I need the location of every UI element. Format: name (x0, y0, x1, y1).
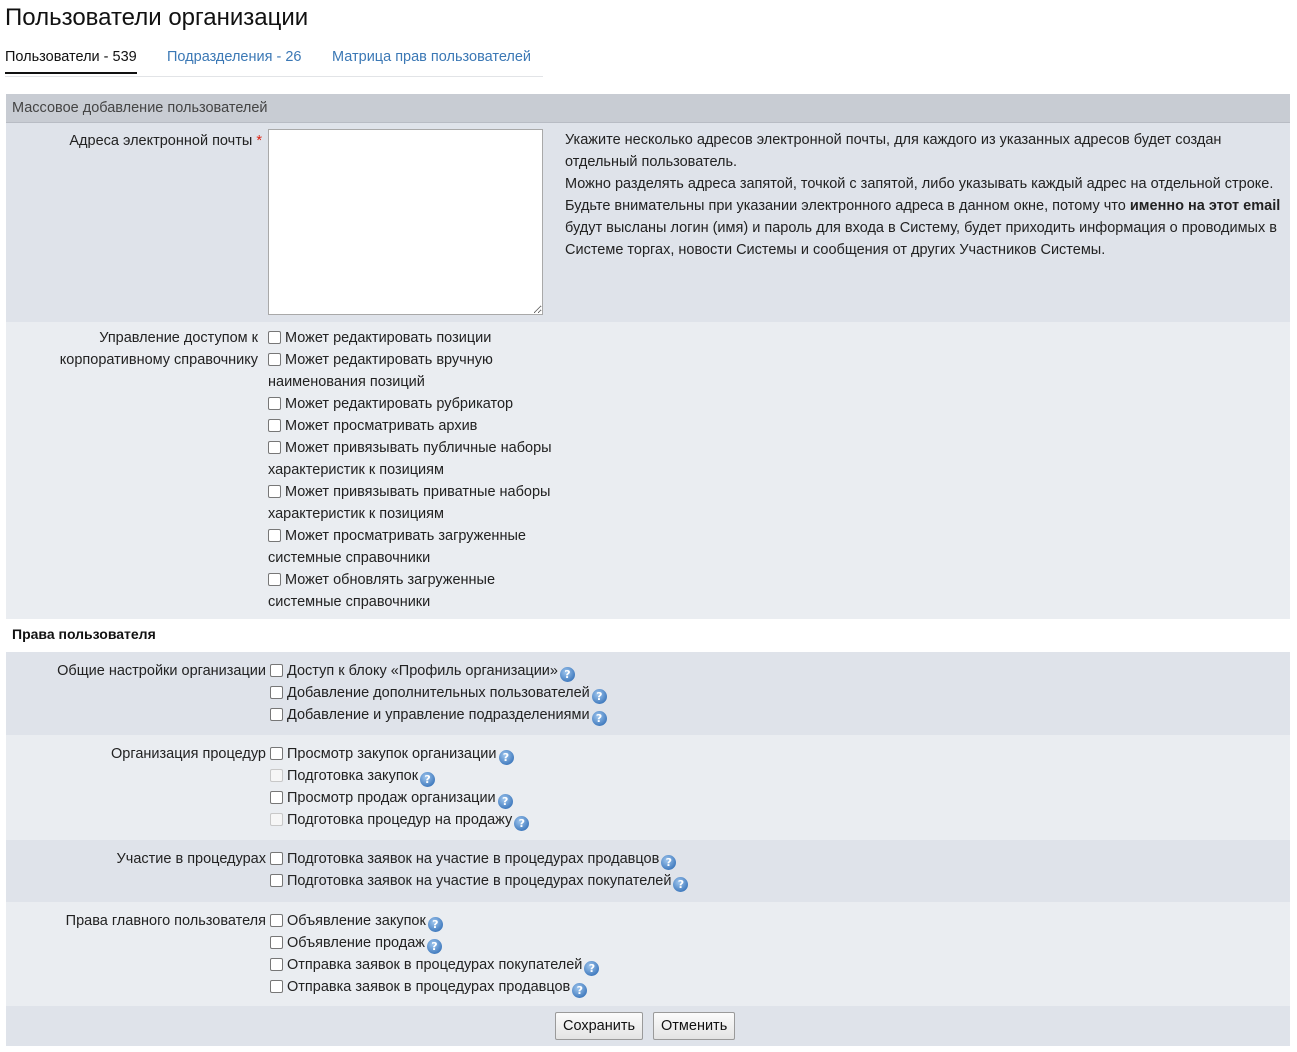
access-option[interactable] (268, 437, 558, 481)
question-circle-icon[interactable]: ? (572, 983, 587, 998)
rights-option-label: Подготовка заявок на участие в процедурах покупателей (287, 873, 672, 889)
access-row (6, 322, 1290, 619)
bulk-add-header: Массовое добавление пользователей (6, 94, 1290, 123)
access-option[interactable] (268, 481, 558, 525)
group-options-participation (270, 848, 688, 892)
rights-group-procedures (6, 735, 1290, 840)
question-circle-icon[interactable]: ? (673, 877, 688, 892)
email-hint-p2: Можно разделять адреса запятой, точкой с запятой, либо указывать каждый адрес на отдельной строке. (565, 176, 1274, 192)
rights-option-label: Отправка заявок в процедурах покупателей (287, 957, 583, 973)
question-circle-icon[interactable]: ? (427, 939, 442, 954)
rights-option[interactable] (270, 910, 599, 932)
access-option[interactable] (268, 525, 558, 569)
checkbox-icon[interactable] (270, 914, 283, 927)
checkbox-icon[interactable] (270, 664, 283, 677)
question-circle-icon[interactable]: ? (661, 855, 676, 870)
access-option-label: Может редактировать вручную наименования позиций (268, 352, 493, 390)
access-options (268, 327, 558, 613)
checkbox-icon[interactable] (268, 331, 281, 344)
tab-bar (5, 48, 543, 77)
email-hint (565, 129, 1287, 261)
save-button[interactable]: Сохранить (555, 1012, 643, 1040)
access-option-label: Может обновлять загруженные системные справочники (268, 572, 496, 610)
rights-option[interactable] (270, 660, 607, 682)
checkbox-icon[interactable] (270, 958, 283, 971)
rights-option[interactable] (270, 954, 599, 976)
group-label-procedures: Организация процедур (111, 746, 266, 762)
access-option-label: Может редактировать позиции (285, 330, 492, 346)
rights-option (270, 809, 529, 831)
checkbox-icon[interactable] (268, 397, 281, 410)
group-options-procedures (270, 743, 529, 831)
group-label-org-settings: Общие настройки организации (57, 663, 266, 679)
rights-option-label: Подготовка процедур на продажу (287, 812, 513, 828)
group-label-main-user: Права главного пользователя (65, 913, 266, 929)
email-label-text: Адреса электронной почты (69, 133, 253, 149)
checkbox-icon[interactable] (270, 980, 283, 993)
checkbox-icon[interactable] (270, 936, 283, 949)
checkbox-icon[interactable] (270, 874, 283, 887)
email-hint-p1: Укажите несколько адресов электронной почты, для каждого из указанных адресов будет создан отдельный пользователь. (565, 132, 1222, 170)
access-option[interactable] (268, 569, 558, 613)
rights-option[interactable] (270, 682, 607, 704)
access-option-label: Может просматривать архив (285, 418, 478, 434)
checkbox-icon[interactable] (268, 419, 281, 432)
rights-group-org-settings (6, 652, 1290, 735)
rights-option[interactable] (270, 932, 599, 954)
rights-option-label: Отправка заявок в процедурах продавцов (287, 979, 571, 995)
cancel-button[interactable]: Отменить (653, 1012, 735, 1040)
question-circle-icon[interactable]: ? (514, 816, 529, 831)
checkbox-icon[interactable] (268, 441, 281, 454)
group-options-main-user (270, 910, 599, 998)
email-row (6, 123, 1290, 322)
rights-option-label: Объявление продаж (287, 935, 425, 951)
email-hint-p3-end: будут высланы логин (имя) и пароль для входа в Систему, будет приходить информация о проводимых в Системе торгах, новости Системы и сообщения от других Участников Системы. (565, 220, 1277, 258)
page-title: Пользователи организации (5, 4, 309, 31)
rights-group-participation (6, 840, 1290, 902)
rights-option[interactable] (270, 743, 529, 765)
email-hint-emphasis: именно на этот email (1129, 198, 1281, 214)
access-option-label: Может привязывать публичные наборы характеристик к позициям (268, 440, 552, 478)
checkbox-icon (270, 813, 283, 826)
access-option[interactable] (268, 393, 558, 415)
rights-title: Права пользователя (12, 626, 156, 642)
rights-option-label: Добавление дополнительных пользователей (287, 685, 590, 701)
tab-users[interactable]: Пользователи - 539 (5, 49, 137, 74)
group-label-participation: Участие в процедурах (116, 851, 266, 867)
email-label (6, 130, 262, 152)
group-options-org-settings (270, 660, 607, 726)
rights-option[interactable] (270, 870, 688, 892)
question-circle-icon[interactable]: ? (592, 711, 607, 726)
rights-group-main-user (6, 902, 1290, 1006)
rights-option-label: Просмотр продаж организации (287, 790, 496, 806)
question-circle-icon[interactable]: ? (428, 917, 443, 932)
rights-option[interactable] (270, 976, 599, 998)
access-label: Управление доступом к корпоративному справочнику (59, 330, 258, 368)
access-option-label: Может просматривать загруженные системные справочники (268, 528, 526, 566)
rights-option-label: Добавление и управление подразделениями (287, 707, 590, 723)
question-circle-icon[interactable]: ? (560, 667, 575, 682)
rights-option-label: Просмотр закупок организации (287, 746, 497, 762)
checkbox-icon[interactable] (270, 708, 283, 721)
rights-option[interactable] (270, 787, 529, 809)
question-circle-icon[interactable]: ? (420, 772, 435, 787)
email-hint-p3-start: Будьте внимательны при указании электронного адреса в данном окне, потому что (565, 198, 1130, 214)
question-circle-icon[interactable]: ? (592, 689, 607, 704)
question-circle-icon[interactable]: ? (499, 750, 514, 765)
access-option-label: Может редактировать рубрикатор (285, 396, 514, 412)
tab-rights-matrix[interactable]: Матрица прав пользователей (332, 49, 532, 65)
checkbox-icon[interactable] (270, 686, 283, 699)
rights-option[interactable] (270, 848, 688, 870)
checkbox-icon[interactable] (268, 573, 281, 586)
rights-option[interactable] (270, 704, 607, 726)
rights-option-label: Объявление закупок (287, 913, 426, 929)
email-hint-p3 (565, 195, 1287, 261)
checkbox-icon[interactable] (268, 529, 281, 542)
required-mark: * (256, 133, 262, 149)
access-option[interactable] (268, 415, 558, 437)
rights-option-label: Доступ к блоку «Профиль организации» (287, 663, 558, 679)
checkbox-icon (270, 769, 283, 782)
checkbox-icon[interactable] (268, 353, 281, 366)
checkbox-icon[interactable] (268, 485, 281, 498)
rights-option-label: Подготовка закупок (287, 768, 419, 784)
form-footer (6, 1006, 1290, 1046)
checkbox-icon[interactable] (270, 791, 283, 804)
tab-departments[interactable]: Подразделения - 26 (167, 49, 302, 65)
email-addresses-field[interactable] (268, 129, 543, 315)
checkbox-icon[interactable] (270, 747, 283, 760)
checkbox-icon[interactable] (270, 852, 283, 865)
question-circle-icon[interactable]: ? (584, 961, 599, 976)
question-circle-icon[interactable]: ? (498, 794, 513, 809)
access-option-label: Может привязывать приватные наборы характеристик к позициям (268, 484, 551, 522)
rights-option (270, 765, 529, 787)
access-option[interactable] (268, 327, 558, 349)
rights-option-label: Подготовка заявок на участие в процедурах продавцов (287, 851, 660, 867)
access-option[interactable] (268, 349, 558, 393)
